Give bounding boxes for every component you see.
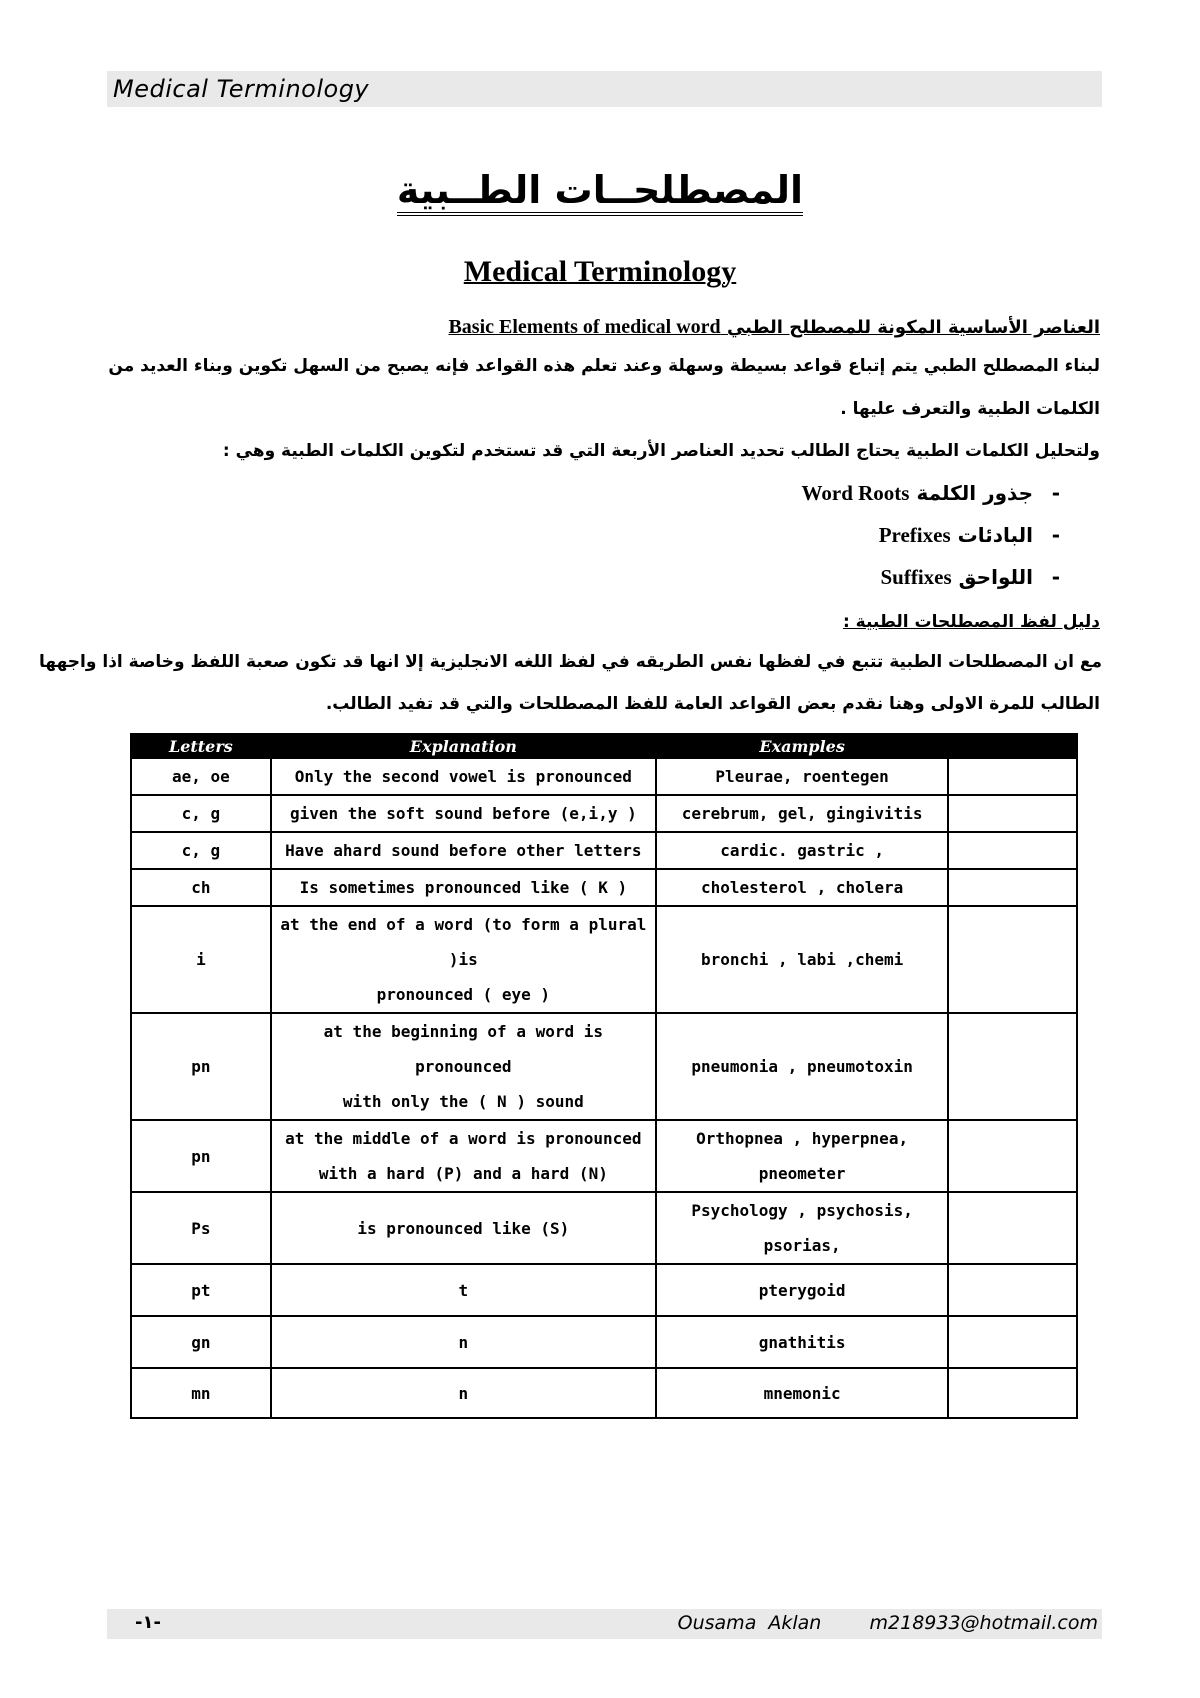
cell-letters: Ps (131, 1192, 271, 1264)
column-header-explanation: Explanation (271, 734, 656, 758)
cell-text: mnemonic (763, 1383, 841, 1403)
table-row (131, 869, 1077, 906)
english-title (0, 255, 1200, 289)
cell-text: pterygoid (758, 1280, 846, 1300)
arabic-title-text: المصطلحــات الطــبية (397, 168, 803, 216)
table-header-row (131, 734, 1077, 758)
cell-text: n (458, 1383, 469, 1403)
cell-text: Have ahard sound before other letters (285, 841, 642, 860)
cell-letters: ch (131, 869, 271, 906)
table-row (131, 832, 1077, 869)
table-row (131, 1368, 1077, 1418)
cell-text: Orthopnea , hyperpnea, (696, 1129, 909, 1148)
cell-text: Only the second vowel is pronounced (294, 767, 632, 786)
cell-empty (948, 906, 1077, 1013)
arabic-title (0, 168, 1200, 212)
cell-empty (948, 1013, 1077, 1120)
cell-examples (656, 1368, 948, 1418)
cell-text: bronchi , labi ,chemi (700, 950, 904, 969)
cell-text: Psychology , psychosis, (691, 1201, 913, 1220)
author-email: m218933@hotmail.com (869, 1612, 1098, 1634)
cell-text: cerebrum, gel, gingivitis (681, 804, 923, 823)
cell-letters: pt (131, 1264, 271, 1316)
table-row (131, 1192, 1077, 1264)
cell-examples (656, 1192, 948, 1264)
cell-text: with only the ( N ) sound (342, 1092, 584, 1111)
cell-text: pneumonia , pneumotoxin (691, 1057, 913, 1076)
table-row (131, 1120, 1077, 1192)
cell-examples (656, 869, 948, 906)
bullet-item: - جذور الكلمة Word Roots (801, 481, 1060, 505)
cell-text: at the beginning of a word is pronounced (323, 1022, 604, 1076)
pronunciation-table (130, 733, 1078, 1419)
paragraph3-line2: الطالب للمرة الاولى وهنا نقدم بعض القواعد العامة للفظ المصطلحات والتي قد تفيد الطالب. (325, 694, 1100, 714)
paragraph3-line1: مع ان المصطلحات الطبية تتبع في لفظها نفس الطريقه في لفظ اللغه الانجليزية إلا انها قد تكون صعبة اللفظ وخاصة اذا واجهها (38, 652, 1102, 672)
table-row (131, 1264, 1077, 1316)
cell-examples (656, 758, 948, 795)
cell-empty (948, 1264, 1077, 1316)
cell-explanation (271, 1368, 656, 1418)
table-row (131, 1013, 1077, 1120)
cell-text: Is sometimes pronounced like ( K ) (299, 878, 628, 897)
paragraph2: ولتحليل الكلمات الطبية يحتاج الطالب تحديد العناصر الأربعة التي قد تستخدم لتكوين الكلمات الطبية وهي : (222, 441, 1100, 461)
cell-examples (656, 1120, 948, 1192)
cell-text: Pleurae, roentegen (715, 767, 889, 786)
bullet-english: Prefixes (878, 523, 951, 547)
cell-letters: ae, oe (131, 758, 271, 795)
table-row (131, 758, 1077, 795)
cell-text: at the middle of a word is pronounced (285, 1129, 642, 1148)
cell-empty (948, 1368, 1077, 1418)
english-title-text: Medical Terminology (463, 255, 737, 288)
cell-text: gnathitis (758, 1332, 846, 1352)
cell-letters: c, g (131, 832, 271, 869)
cell-letters: pn (131, 1013, 271, 1120)
column-header-examples: Examples (656, 734, 948, 758)
page-footer (107, 1609, 1102, 1639)
table-row (131, 906, 1077, 1013)
bullet-english: Word Roots (801, 481, 910, 505)
column-header-empty (948, 734, 1077, 758)
paragraph1-line1: لبناء المصطلح الطبي يتم إتباع قواعد بسيطة وسهلة وعند تعلم هذه القواعد فإنه يصبح من السهل تكوين وبناء العديد من (108, 356, 1100, 376)
cell-explanation (271, 1264, 656, 1316)
basic-elements-english: Basic Elements of medical word (448, 316, 721, 338)
cell-letters: i (131, 906, 271, 1013)
cell-examples (656, 1264, 948, 1316)
cell-empty (948, 758, 1077, 795)
cell-empty (948, 1192, 1077, 1264)
cell-empty (948, 832, 1077, 869)
header-title: Medical Terminology (113, 75, 370, 103)
column-header-letters: Letters (131, 734, 271, 758)
author-name: Ousama Aklan (677, 1612, 822, 1634)
cell-text: t (458, 1280, 469, 1300)
cell-letters: gn (131, 1316, 271, 1368)
cell-text: pronounced ( eye ) (376, 985, 551, 1004)
cell-explanation (271, 1120, 656, 1192)
bullet-arabic: البادئات (957, 523, 1034, 547)
cell-examples (656, 906, 948, 1013)
page-number: -١- (135, 1612, 161, 1633)
cell-empty (948, 795, 1077, 832)
cell-text: n (458, 1332, 469, 1352)
cell-examples (656, 1013, 948, 1120)
cell-examples (656, 1316, 948, 1368)
table-row (131, 795, 1077, 832)
paragraph1-line2: الكلمات الطبية والتعرف عليها . (840, 399, 1100, 419)
cell-text: pneometer (758, 1164, 846, 1183)
footer-credits (678, 1612, 1098, 1634)
cell-empty (948, 1120, 1077, 1192)
cell-text: cholesterol , cholera (700, 878, 904, 897)
page-header (107, 71, 1102, 107)
cell-text: with a hard (P) and a hard (N) (318, 1164, 608, 1183)
cell-empty (948, 1316, 1077, 1368)
cell-explanation (271, 795, 656, 832)
cell-text: psorias, (763, 1236, 841, 1255)
pronunciation-heading: دليل لفظ المصطلحات الطبية : (842, 612, 1100, 632)
basic-elements-arabic: العناصر الأساسية المكونة للمصطلح الطبي (726, 317, 1100, 338)
cell-letters: mn (131, 1368, 271, 1418)
cell-explanation (271, 1316, 656, 1368)
basic-elements-heading (448, 316, 1100, 339)
bullet-english: Suffixes (880, 565, 952, 589)
bullet-item: - اللواحق Suffixes (880, 565, 1060, 589)
cell-explanation (271, 1192, 656, 1264)
cell-examples (656, 832, 948, 869)
cell-examples (656, 795, 948, 832)
cell-explanation (271, 758, 656, 795)
cell-text: at the end of a word (to form a plural )is (280, 915, 647, 969)
cell-letters: c, g (131, 795, 271, 832)
cell-text: is pronounced like (S) (357, 1218, 570, 1238)
cell-text: given the soft sound before (e,i,y ) (289, 804, 637, 823)
bullet-item: - البادئات Prefixes (878, 523, 1060, 547)
cell-empty (948, 869, 1077, 906)
bullet-arabic: جذور الكلمة (916, 481, 1034, 505)
cell-explanation (271, 869, 656, 906)
cell-letters: pn (131, 1120, 271, 1192)
cell-explanation (271, 1013, 656, 1120)
table-row (131, 1316, 1077, 1368)
cell-explanation (271, 906, 656, 1013)
bullet-arabic: اللواحق (958, 565, 1034, 589)
cell-text: cardic. gastric , (720, 841, 884, 860)
cell-explanation (271, 832, 656, 869)
